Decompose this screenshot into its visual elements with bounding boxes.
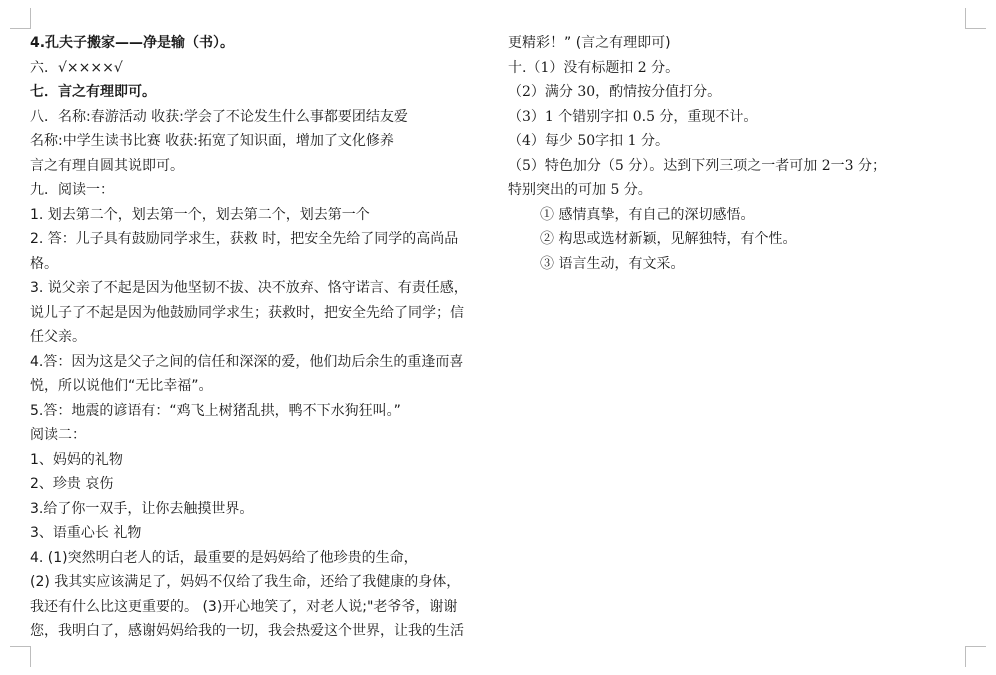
answer-line: 1、妈妈的礼物 [30, 451, 123, 468]
answer-line: 4. (1)突然明白老人的话，最重要的是妈妈给了他珍贵的生命， [30, 549, 418, 566]
answer-line: 我还有什么比这更重要的。 (3)开心地笑了，对老人说;"老爷爷，谢谢 [30, 598, 458, 615]
page-corner-mark-bottom-left [10, 646, 31, 667]
page-corner-mark-top-right [965, 8, 986, 29]
answer-line: 八．名称:春游活动 收获:学会了不论发生什么事都要团结友爱 [30, 108, 408, 125]
answer-line: 您，我明白了，感谢妈妈给我的一切，我会热爱这个世界，让我的生活 [30, 623, 464, 639]
answer-line: 2. 答：儿子具有鼓励同学求生，获救 时，把安全先给了同学的高尚品 [30, 231, 459, 247]
answer-line: （5）特色加分（5 分）。达到下列三项之一者可加 2一3 分； [508, 157, 886, 174]
answer-line: 格。 [30, 255, 58, 272]
answer-line: 十.（1）没有标题扣 2 分。 [508, 59, 680, 76]
answer-line: 七．言之有理即可。 [30, 84, 156, 100]
answer-line: 2、珍贵 哀伤 [30, 476, 114, 492]
answer-line: 九．阅读一： [30, 182, 114, 198]
page-corner-mark-top-left [10, 8, 31, 29]
answer-line: （4）每少 50字扣 1 分。 [508, 133, 669, 149]
answer-line: 4.孔夫子搬家——净是输（书）。 [30, 35, 235, 51]
answer-line: 5.答：地震的谚语有：“鸡飞上树猪乱拱，鸭不下水狗狂叫。” [30, 402, 401, 419]
right-column [508, 31, 963, 276]
left-column [30, 31, 486, 644]
answer-line: 3、语重心长 礼物 [30, 525, 142, 541]
answer-line: (2) 我其实应该满足了，妈妈不仅给了我生命，还给了我健康的身体， [30, 574, 461, 590]
answer-line: 阅读二： [30, 427, 86, 443]
answer-line: 悦，所以说他们“无比幸福”。 [30, 378, 213, 394]
answer-line: （2）满分 30，酌情按分值打分。 [508, 84, 722, 100]
page-corner-mark-bottom-right [965, 646, 986, 667]
answer-line: 特别突出的可加 5 分。 [508, 182, 652, 198]
answer-line: （3）1 个错别字扣 0.5 分，重现不计。 [508, 108, 758, 125]
answer-line: 六．√××××√ [30, 59, 123, 76]
answer-line: 3. 说父亲了不起是因为他坚韧不拔、决不放弃、恪守诺言、有责任感， [30, 280, 468, 296]
answer-line: 更精彩！” (言之有理即可) [508, 35, 671, 51]
answer-line: ② 构思或选材新颖，见解独特，有个性。 [540, 231, 797, 247]
answer-line: 3.给了你一双手，让你去触摸世界。 [30, 500, 254, 517]
answer-line: 说儿子了不起是因为他鼓励同学求生；获救时，把安全先给了同学；信 [30, 304, 464, 321]
answer-line: 任父亲。 [30, 329, 86, 345]
answer-line: 名称:中学生读书比赛 收获:拓宽了知识面，增加了文化修养 [30, 133, 394, 149]
answer-line: 4.答：因为这是父子之间的信任和深深的爱，他们劫后余生的重逢而喜 [30, 353, 464, 370]
answer-line: 1. 划去第二个，划去第一个，划去第二个，划去第一个 [30, 206, 370, 223]
answer-line: 言之有理自圆其说即可。 [30, 157, 184, 174]
answer-line: ① 感情真挚，有自己的深切感悟。 [540, 206, 755, 223]
answer-line: ③ 语言生动，有文采。 [540, 255, 685, 272]
